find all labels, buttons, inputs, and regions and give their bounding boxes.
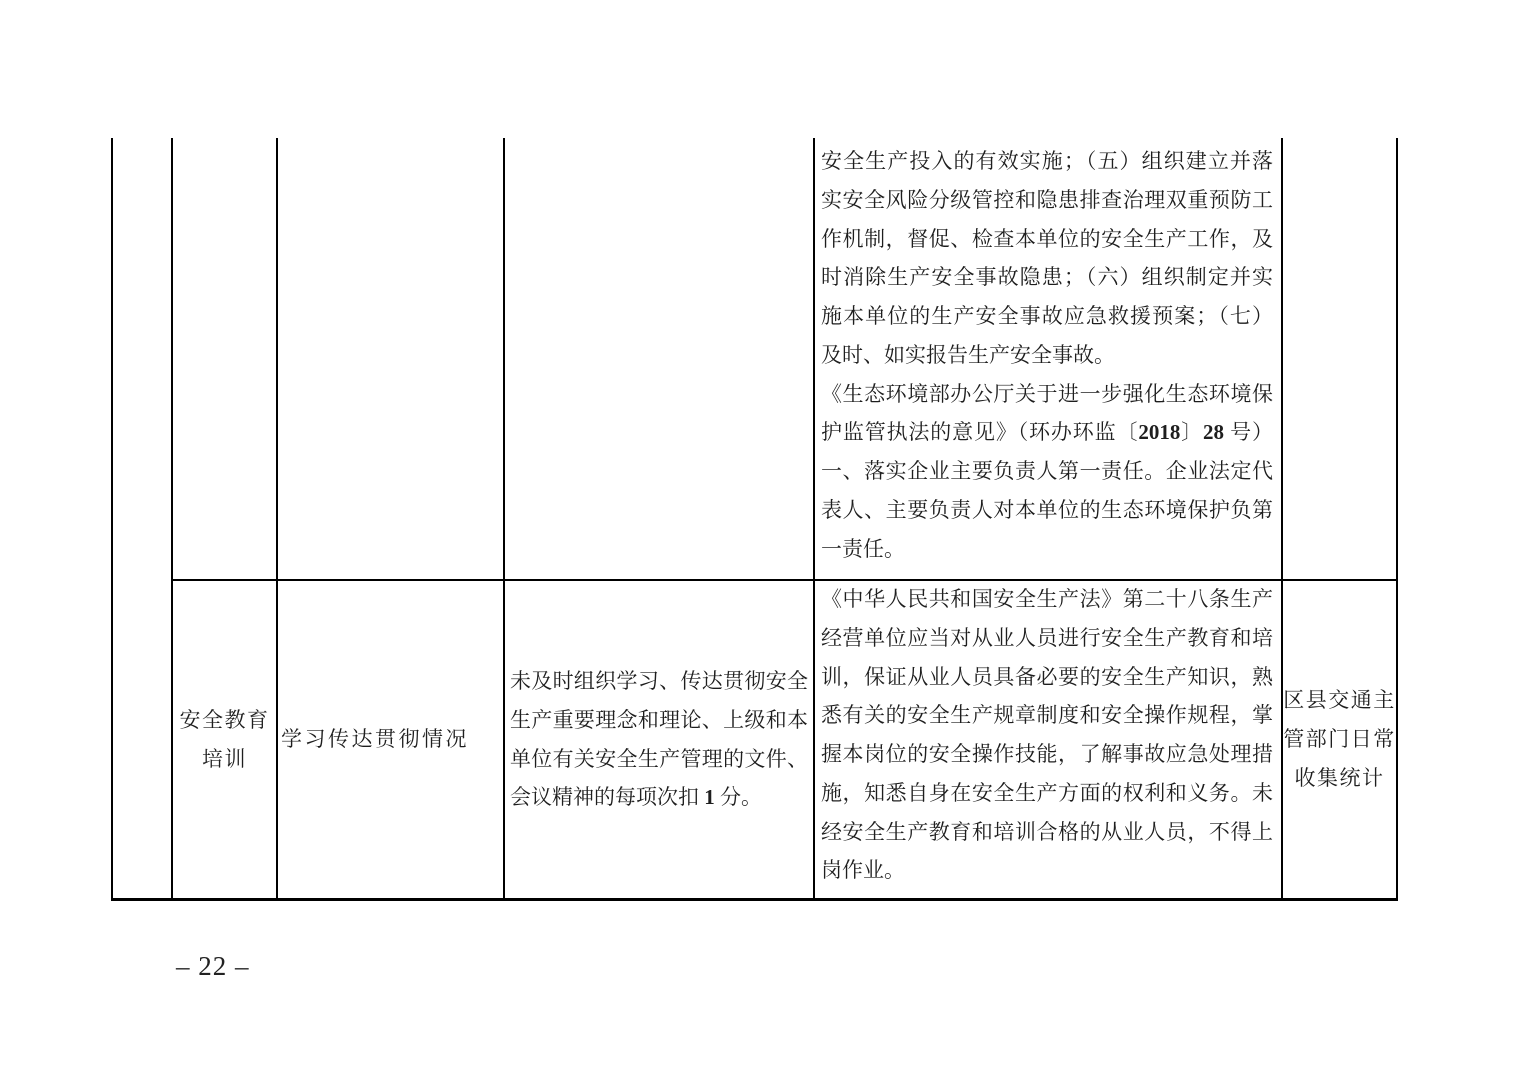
row-item-label: 学习传达贯彻情况 xyxy=(281,727,469,752)
text-line: 岗作业。 xyxy=(821,858,905,883)
text-line: 握本岗位的安全操作技能，了解事故应急处理措 xyxy=(821,742,1273,766)
page-number: – 22 – xyxy=(176,951,250,981)
text-line: 未及时组织学习、传达贯彻安全 xyxy=(510,669,808,693)
text-line: 生产重要理念和理论、上级和本 xyxy=(510,707,808,732)
table-border-col-scoring xyxy=(813,138,815,901)
text-line: 时消除生产安全事故隐患；（六）组织制定并实 xyxy=(821,265,1273,290)
assessment-table xyxy=(111,138,1398,901)
text-line: 表人、主要负责人对本单位的生态环境保护负第 xyxy=(821,497,1273,522)
text-line: 护监管执法的意见》（环办环监〔2018〕28 号） xyxy=(821,420,1274,445)
text-line: 经营单位应当对从业人员进行安全生产教育和培 xyxy=(821,625,1273,650)
table-border-left xyxy=(111,138,113,901)
row-category-cell xyxy=(173,581,276,898)
text-line: 实安全风险分级管控和隐患排查治理双重预防工 xyxy=(821,187,1273,212)
text-line: 管部门日常 xyxy=(1283,727,1396,752)
text-line: 经安全生产教育和培训合格的从业人员，不得上 xyxy=(821,819,1273,844)
text-line: 一责任。 xyxy=(821,536,905,561)
text-line: 安全教育 xyxy=(179,707,270,732)
text-line: 区县交通主 xyxy=(1283,688,1396,713)
text-line: 一、落实企业主要负责人第一责任。企业法定代 xyxy=(821,459,1273,483)
table-bottom-border xyxy=(111,898,1398,901)
text-line: 会议精神的每项次扣 1 分。 xyxy=(510,785,762,810)
text-line: 作机制，督促、检查本单位的安全生产工作，及 xyxy=(821,226,1273,251)
row-legal-basis-text xyxy=(821,580,1273,890)
row-scoring-cell xyxy=(505,581,813,898)
text-line: 培训 xyxy=(202,746,247,771)
text-line: 收集统计 xyxy=(1294,765,1385,790)
row-item-cell xyxy=(278,581,504,898)
table-border-right xyxy=(1396,138,1398,901)
row-source-cell xyxy=(1283,581,1396,898)
text-line: 施本单位的生产安全事故应急救援预案；（七） xyxy=(821,304,1273,328)
text-line: 及时、如实报告生产安全事故。 xyxy=(821,342,1115,367)
row-scoring-text xyxy=(510,662,808,817)
text-line: 《中华人民共和国安全生产法》第二十八条生产 xyxy=(821,587,1273,611)
text-line: 单位有关安全生产管理的文件、 xyxy=(510,746,808,771)
text-line: 《生态环境部办公厅关于进一步强化生态环境保 xyxy=(821,381,1273,406)
text-line: 训，保证从业人员具备必要的安全生产知识，熟 xyxy=(821,664,1273,689)
text-line: 悉有关的安全生产规章制度和安全操作规程，掌 xyxy=(821,703,1273,728)
text-line: 安全生产投入的有效实施；（五）组织建立并落 xyxy=(821,149,1273,173)
text-line: 施，知悉自身在安全生产方面的权利和义务。未 xyxy=(821,780,1273,805)
continued-row-legal-basis-text xyxy=(821,142,1273,568)
